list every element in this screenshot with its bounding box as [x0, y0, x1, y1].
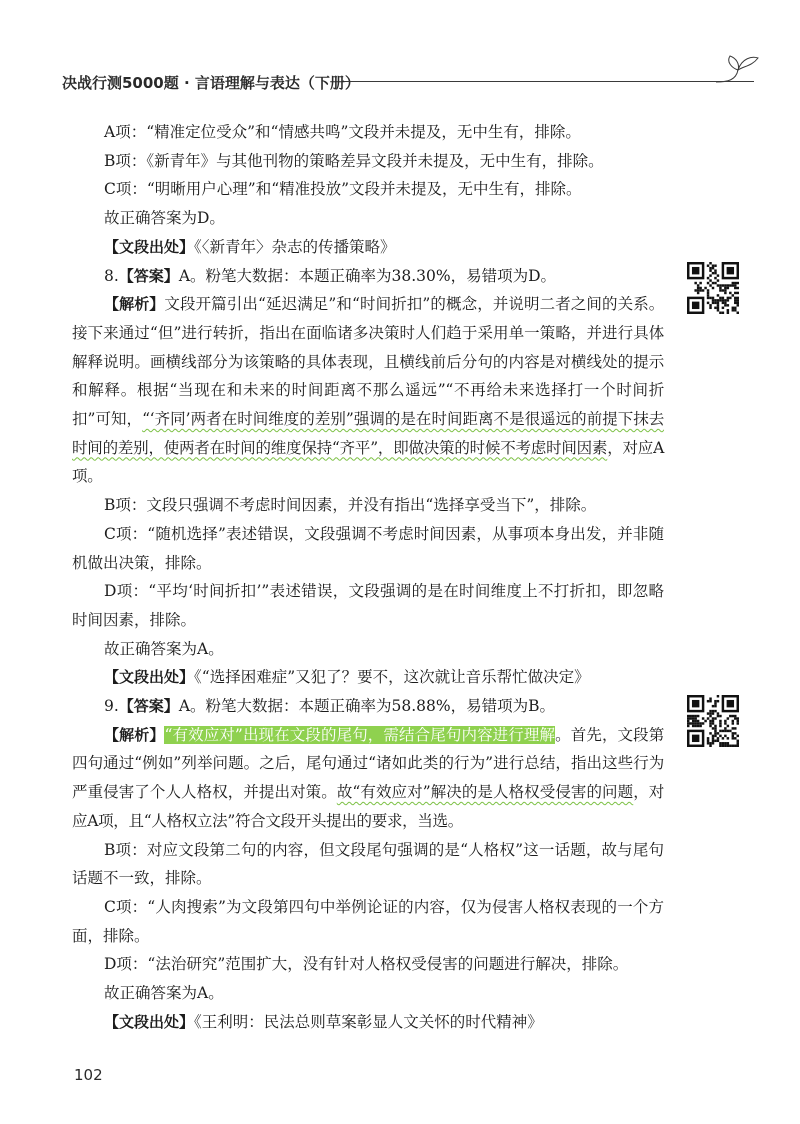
analysis-text-end: ，对应A项。 — [72, 438, 664, 486]
source-tag: 【文段出处】 — [104, 237, 195, 256]
explanation-d-9: D项：“法治研究”范围扩大，没有针对人格权受侵害的问题进行解决，排除。 — [104, 955, 629, 974]
answer-text: A。粉笔大数据：本题正确率为58.88%，易错项为B。 — [178, 697, 555, 716]
source-8 — [72, 663, 664, 692]
explanation-b-9: B项：对应文段第二句的内容，但文段尾句强调的是“人格权”这一话题，故与尾句话题不一致，排除。 — [72, 840, 664, 888]
answer-9 — [72, 692, 664, 721]
header-rule — [344, 81, 754, 82]
source-text: 《〈新青年〉杂志的传播策略》 — [194, 237, 396, 256]
source-7 — [72, 233, 664, 262]
leaf-sprout-icon — [712, 52, 764, 86]
answer-tag: 【答案】 — [118, 697, 179, 716]
answer-8 — [72, 262, 664, 291]
analysis-text: 文段开篇引出“延迟满足”和“时间折扣”的概念，并说明二者之间的关系。接下来通过“但”进行转折，指出在面临诸多决策时人们趋于采用单一策略，并进行具体解释说明。画横线部分为该策略的具体表现，且横线前后分句的内容是对横线处的提示和解释。根据“当现在和未来的时间距离不那么遥远”“不再给未来选择打一个时间折扣”可知， — [72, 295, 664, 429]
source-tag: 【文段出处】 — [104, 1012, 195, 1031]
source-text: 《王利明：民法总则草案彰显人文关怀的时代精神》 — [194, 1012, 543, 1031]
answer-text: A。粉笔大数据：本题正确率为38.30%，易错项为D。 — [178, 266, 557, 285]
correct-answer-8: 故正确答案为A。 — [104, 639, 224, 658]
highlighted-text: “有效应对”出现在文段的尾句，需结合尾句内容进行理解 — [164, 725, 556, 744]
explanation-d-8: D项：“平均‘时间折扣’”表述错误，文段强调的是在时间维度上不打折扣，即忽略时间因素，排除。 — [72, 582, 664, 629]
explanation-c-8: C项：“随机选择”表述错误，文段强调不考虑时间因素，从事项本身出发，并非随机做出决策，排除。 — [72, 524, 664, 572]
analysis-tag: 【解析】 — [104, 725, 165, 744]
source-tag: 【文段出处】 — [104, 668, 195, 687]
analysis-9 — [72, 721, 664, 836]
explanation-a-8-7: A项：“精准定位受众”和“情感共鸣”文段并未提及，无中生有，排除。 — [104, 123, 581, 141]
wavy-underlined-text: “‘齐同’两者在时间维度的差别”强调的是在时间距离不是很遥远的前提下抹去时间的差别，使两者在时间的维度保持“齐平”，即做决策的时候不考虑时间因素 — [72, 410, 665, 457]
explanation-c-8-7: C项：“明晰用户心理”和“精准投放”文段并未提及，无中生有，排除。 — [104, 180, 582, 199]
page-header — [62, 64, 752, 100]
correct-answer-9: 故正确答案为A。 — [104, 984, 224, 1003]
wavy-underlined-text: 故“有效应对”解决的是人格权受侵害的问题 — [336, 783, 634, 802]
answer-tag: 【答案】 — [118, 266, 179, 285]
analysis-text-end: ，对应A项，且“人格权立法”符合文段开头提出的要求，当选。 — [72, 783, 664, 830]
explanation-b-8: B项：文段只强调不考虑时间因素，并没有指出“选择享受当下”，排除。 — [104, 496, 597, 515]
analysis-text: 。首先，文段第四句通过“例如”列举问题。之后，尾句通过“诸如此类的行为”进行总结，指出这些行为严重侵害了个人人格权，并提出对策。 — [72, 725, 664, 802]
book-title: 决战行测5000题 · 言语理解与表达（下册） — [62, 74, 360, 92]
question-number: 8. — [104, 266, 119, 285]
correct-answer-7: 故正确答案为D。 — [104, 209, 225, 228]
analysis-8 — [72, 290, 664, 491]
source-9 — [72, 1008, 664, 1037]
question-number: 9. — [104, 697, 119, 716]
explanation-c-9: C项：“人肉搜索”为文段第四句中举例论证的内容，仅为侵害人格权表现的一个方面，排除。 — [72, 897, 664, 945]
analysis-tag: 【解析】 — [104, 295, 165, 314]
source-text: 《“选择困难症”又犯了？要不，这次就让音乐帮忙做决定》 — [194, 668, 590, 687]
qr-code-icon[interactable] — [687, 262, 739, 314]
answer-explanations — [72, 118, 664, 1037]
qr-code-icon[interactable] — [687, 695, 739, 747]
page-number: 102 — [74, 1066, 103, 1084]
explanation-b-8-7: B项：《新青年》与其他刊物的策略差异文段并未提及，无中生有，排除。 — [104, 151, 604, 170]
